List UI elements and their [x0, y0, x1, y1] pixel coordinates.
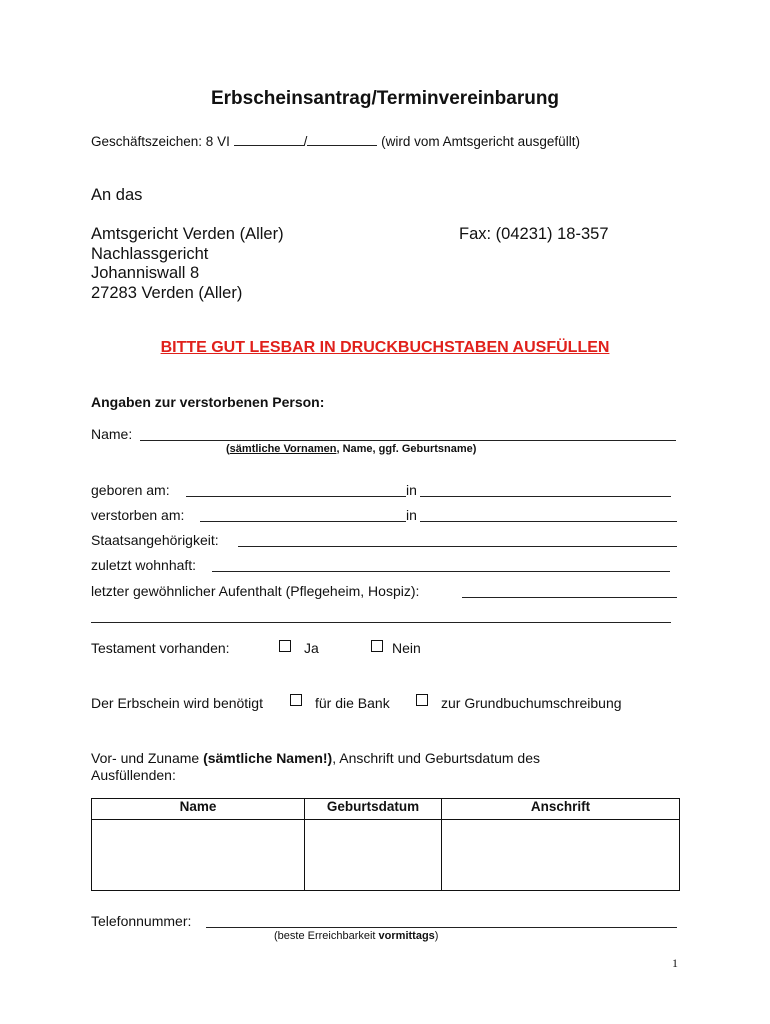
- phone-hint: [274, 930, 438, 942]
- applicant-intro: [91, 750, 540, 766]
- purpose-label: Der Erbschein wird benötigt: [91, 695, 263, 711]
- recipient-city: 27283 Verden (Aller): [91, 284, 243, 302]
- phone-hint-pre: (beste Erreichbarkeit: [274, 930, 379, 942]
- phone-hint-post: ): [434, 930, 439, 942]
- purpose-land-registry-checkbox[interactable]: [416, 694, 428, 706]
- died-in-label: in: [406, 507, 417, 523]
- column-header-address: Anschrift: [442, 799, 680, 820]
- born-label: geboren am:: [91, 482, 170, 498]
- recipient-fax: Fax: (04231) 18-357: [459, 225, 609, 243]
- applicant-address-cell[interactable]: [442, 820, 680, 891]
- purpose-bank-checkbox[interactable]: [290, 694, 302, 706]
- usual-stay-field-line2[interactable]: [91, 622, 671, 623]
- deceased-heading: Angaben zur verstorbenen Person:: [91, 394, 325, 410]
- warning-text: BITTE GUT LESBAR IN DRUCKBUCHSTABEN AUSFÜLLEN: [160, 339, 610, 356]
- usual-stay-label: letzter gewöhnlicher Aufenthalt (Pflegeheim, Hospiz):: [91, 583, 420, 599]
- name-field[interactable]: [140, 440, 676, 441]
- page-number: 1: [672, 956, 678, 970]
- testament-yes-checkbox[interactable]: [279, 640, 291, 652]
- testament-label: Testament vorhanden:: [91, 640, 230, 656]
- phone-label: Telefonnummer:: [91, 913, 192, 929]
- applicant-table: [91, 798, 680, 891]
- recipient-salutation: An das: [91, 186, 143, 204]
- geschaeftszeichen-label: Geschäftszeichen: 8 VI: [91, 134, 230, 149]
- applicant-name-cell[interactable]: [92, 820, 305, 891]
- phone-field[interactable]: [206, 927, 677, 928]
- table-row: [92, 820, 680, 891]
- recipient-court: Amtsgericht Verden (Aller): [91, 225, 284, 243]
- name-hint-pre: (: [226, 443, 230, 455]
- purpose-land-registry-label: zur Grundbuchumschreibung: [441, 695, 622, 711]
- geschaeftszeichen-field-1[interactable]: [234, 145, 304, 146]
- geschaeftszeichen-separator: /: [303, 134, 308, 149]
- name-hint-post: , Name, ggf. Geburtsname): [336, 443, 477, 455]
- nationality-label: Staatsangehörigkeit:: [91, 532, 219, 548]
- applicant-intro-post: , Anschrift und Geburtsdatum des: [332, 750, 540, 766]
- name-hint-underlined: sämtliche Vornamen: [229, 443, 337, 455]
- geschaeftszeichen-line: [91, 134, 580, 149]
- born-place-field[interactable]: [420, 496, 671, 497]
- applicant-birthdate-cell[interactable]: [305, 820, 442, 891]
- last-residence-field[interactable]: [212, 571, 670, 572]
- nationality-field[interactable]: [238, 546, 677, 547]
- recipient-street: Johanniswall 8: [91, 264, 200, 282]
- born-in-label: in: [406, 482, 417, 498]
- page-title: Erbscheinsantrag/Terminvereinbarung: [210, 88, 560, 109]
- died-date-field[interactable]: [200, 521, 406, 522]
- phone-hint-bold: vormittags: [378, 930, 435, 942]
- died-label: verstorben am:: [91, 507, 185, 523]
- geschaeftszeichen-field-2[interactable]: [307, 145, 377, 146]
- purpose-bank-label: für die Bank: [315, 695, 390, 711]
- column-header-birthdate: Geburtsdatum: [305, 799, 442, 820]
- name-hint: [226, 443, 476, 455]
- column-header-name: Name: [92, 799, 305, 820]
- applicant-intro-line2: Ausfüllenden:: [91, 767, 176, 783]
- testament-yes-label: Ja: [304, 640, 319, 656]
- recipient-department: Nachlassgericht: [91, 245, 209, 263]
- applicant-intro-pre: Vor- und Zuname: [91, 750, 204, 766]
- testament-no-checkbox[interactable]: [371, 640, 383, 652]
- geschaeftszeichen-note: (wird vom Amtsgericht ausgefüllt): [381, 134, 580, 149]
- died-place-field[interactable]: [420, 521, 677, 522]
- applicant-intro-bold: (sämtliche Namen!): [203, 750, 333, 766]
- last-residence-label: zuletzt wohnhaft:: [91, 557, 197, 573]
- name-label: Name:: [91, 426, 133, 442]
- usual-stay-field[interactable]: [462, 597, 677, 598]
- born-date-field[interactable]: [186, 496, 406, 497]
- testament-no-label: Nein: [392, 640, 421, 656]
